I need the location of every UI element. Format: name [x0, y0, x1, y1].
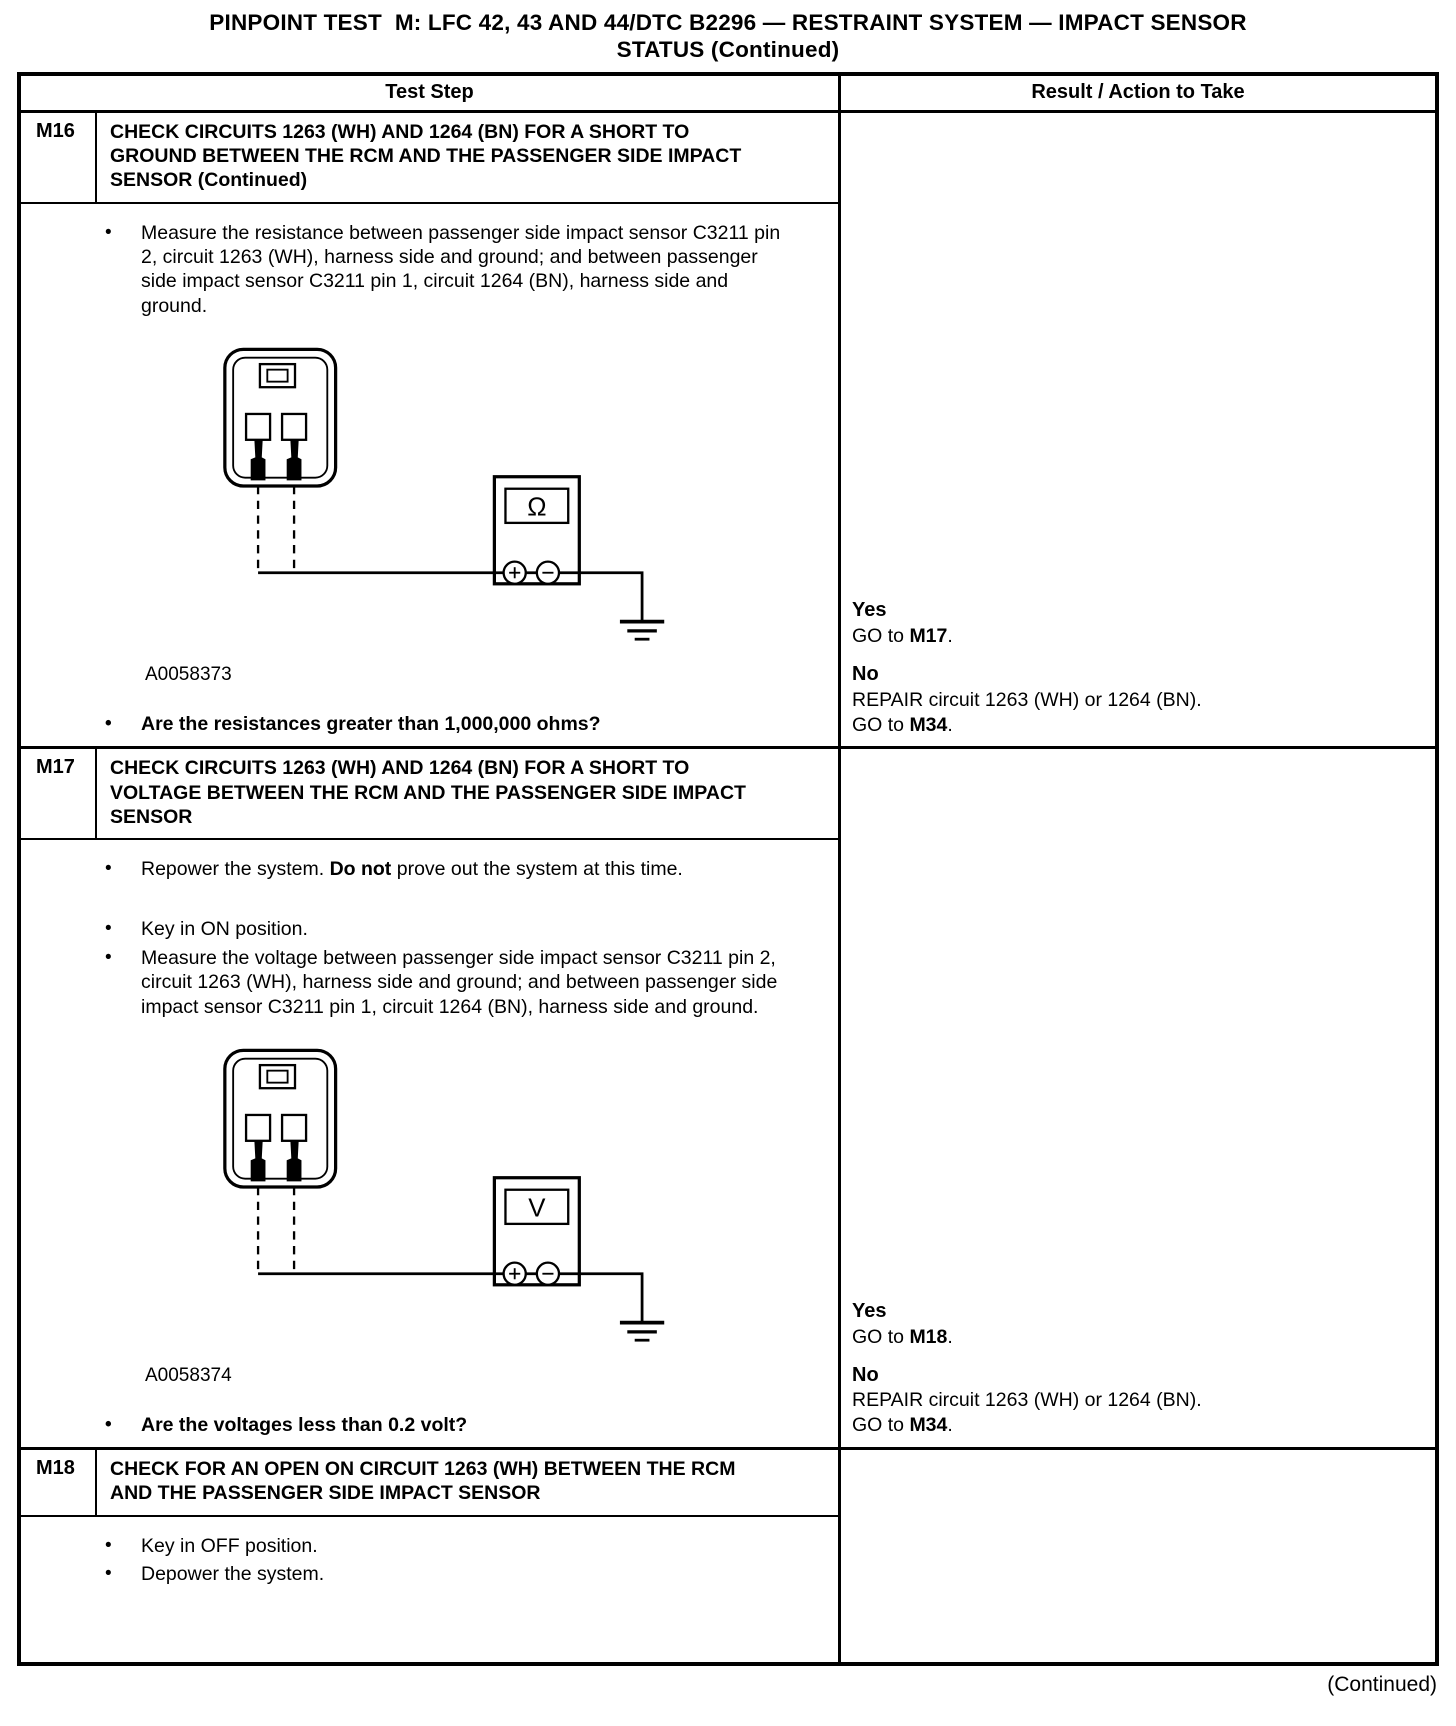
step-question: [21, 712, 820, 736]
result-action: GO to M34.: [852, 713, 953, 736]
instruction-text: Repower the system. Do not prove out the system at this time.: [141, 858, 683, 880]
bullet-icon: •: [105, 858, 112, 879]
step-row-m17: [21, 746, 1435, 1447]
step-body-m18: [21, 1517, 838, 1663]
result-action: REPAIR circuit 1263 (WH) or 1264 (BN).: [852, 1389, 1202, 1412]
step-id: M17: [21, 749, 97, 838]
connector-icon: [225, 349, 336, 572]
instruction-text: Key in ON position.: [141, 918, 308, 941]
bullet-icon: •: [105, 1534, 112, 1556]
connector-voltmeter-diagram: [199, 1041, 679, 1356]
question-text: Are the resistances greater than 1,000,000 ohms?: [141, 713, 601, 736]
step-title: CHECK FOR AN OPEN ON CIRCUIT 1263 (WH) BETWEEN THE RCM AND THE PASSENGER SIDE IMPACT SENSOR: [110, 1458, 736, 1505]
result-cell-m17: [841, 749, 1435, 1447]
result-cell-m18: [841, 1450, 1435, 1662]
result-action: GO to M17.: [852, 625, 953, 648]
result-no: [852, 662, 1423, 738]
result-action: GO to M34.: [852, 1414, 953, 1437]
page-title-line1: PINPOINT TEST M: LFC 42, 43 AND 44/DTC B2296 — RESTRAINT SYSTEM — IMPACT SENSOR: [209, 10, 1247, 35]
step-instruction: [21, 917, 820, 941]
wiring-figure-m17: [145, 1041, 820, 1387]
step-instruction: [21, 857, 820, 881]
bullet-icon: •: [105, 946, 112, 968]
step-instruction: [21, 1562, 820, 1586]
test-step-cell-m17: [21, 749, 841, 1447]
result-answer: Yes: [852, 1300, 887, 1323]
page-title-line2: STATUS (Continued): [616, 36, 840, 62]
test-step-cell-m16: [21, 113, 841, 746]
connector-pins-icon: [251, 1141, 302, 1182]
step-title: CHECK CIRCUITS 1263 (WH) AND 1264 (BN) FOR A SHORT TO VOLTAGE BETWEEN THE RCM AND THE PASSENGER SIDE IMPACT SENSOR: [110, 757, 746, 828]
connector-pins-icon: [251, 440, 302, 481]
bullet-icon: •: [105, 1413, 112, 1435]
page-title: [17, 10, 1439, 63]
step-header-m16: [21, 113, 838, 204]
step-title: CHECK CIRCUITS 1263 (WH) AND 1264 (BN) FOR A SHORT TO GROUND BETWEEN THE RCM AND THE PASSENGER SIDE IMPACT SENSOR (Continued): [110, 121, 742, 192]
meter-display-symbol: Ω: [527, 493, 547, 522]
step-body-m16: [21, 204, 838, 747]
result-answer: Yes: [852, 599, 887, 622]
pinpoint-test-table: [17, 72, 1439, 1666]
ground-symbol-icon: [620, 622, 664, 640]
bullet-icon: •: [105, 918, 112, 940]
step-body-m17: [21, 840, 838, 1447]
result-answer: No: [852, 662, 879, 685]
connector-icon: [225, 1050, 336, 1273]
step-id: M16: [21, 113, 97, 202]
wiring-figure-m16: [145, 340, 820, 686]
result-cell-m16: [841, 113, 1435, 746]
result-action: GO to M18.: [852, 1325, 953, 1348]
result-no: [852, 1363, 1423, 1439]
question-text: Are the voltages less than 0.2 volt?: [141, 1413, 468, 1436]
bullet-icon: •: [105, 221, 112, 243]
figure-label: A0058373: [145, 664, 232, 686]
instruction-text: Measure the resistance between passenger side impact sensor C3211 pin 2, circuit 1263 (WH), harness side and ground; and between passenger side impact sensor C3211 pin 1, circuit 1264 (BN), harness side and ground.: [141, 221, 781, 317]
step-header-m17: [21, 749, 838, 840]
step-question: [21, 1413, 820, 1437]
test-lead-wire: [258, 1274, 642, 1323]
table-header-row: [21, 76, 1435, 113]
step-instruction: [21, 221, 820, 319]
meter-display-symbol: V: [528, 1194, 546, 1223]
column-header-result: Result / Action to Take: [1031, 81, 1245, 104]
instruction-text: Measure the voltage between passenger side impact sensor C3211 pin 2, circuit 1263 (WH), harness side and ground; and between passenger side impact sensor C3211 pin 1, circuit 1264 (BN), harness side and ground.: [141, 946, 778, 1018]
test-lead-wire: [258, 573, 642, 622]
step-header-m18: [21, 1450, 838, 1516]
result-yes: [852, 598, 1423, 649]
instruction-text: Key in OFF position.: [141, 1534, 318, 1557]
instruction-text: Depower the system.: [141, 1562, 325, 1585]
bullet-icon: •: [105, 713, 112, 735]
connector-ohmmeter-diagram: [199, 340, 679, 655]
test-step-cell-m18: [21, 1450, 841, 1662]
step-instruction: [21, 1534, 820, 1558]
continued-note: (Continued): [1327, 1673, 1437, 1697]
result-action: REPAIR circuit 1263 (WH) or 1264 (BN).: [852, 688, 1202, 711]
column-header-test-step: Test Step: [21, 76, 841, 110]
step-row-m18: [21, 1447, 1435, 1662]
step-row-m16: [21, 113, 1435, 746]
bullet-icon: •: [105, 1562, 112, 1584]
ground-symbol-icon: [620, 1323, 664, 1341]
step-instruction: [21, 946, 820, 1019]
step-id: M18: [21, 1450, 97, 1514]
result-answer: No: [852, 1363, 879, 1386]
figure-label: A0058374: [145, 1364, 232, 1386]
result-yes: [852, 1299, 1423, 1350]
